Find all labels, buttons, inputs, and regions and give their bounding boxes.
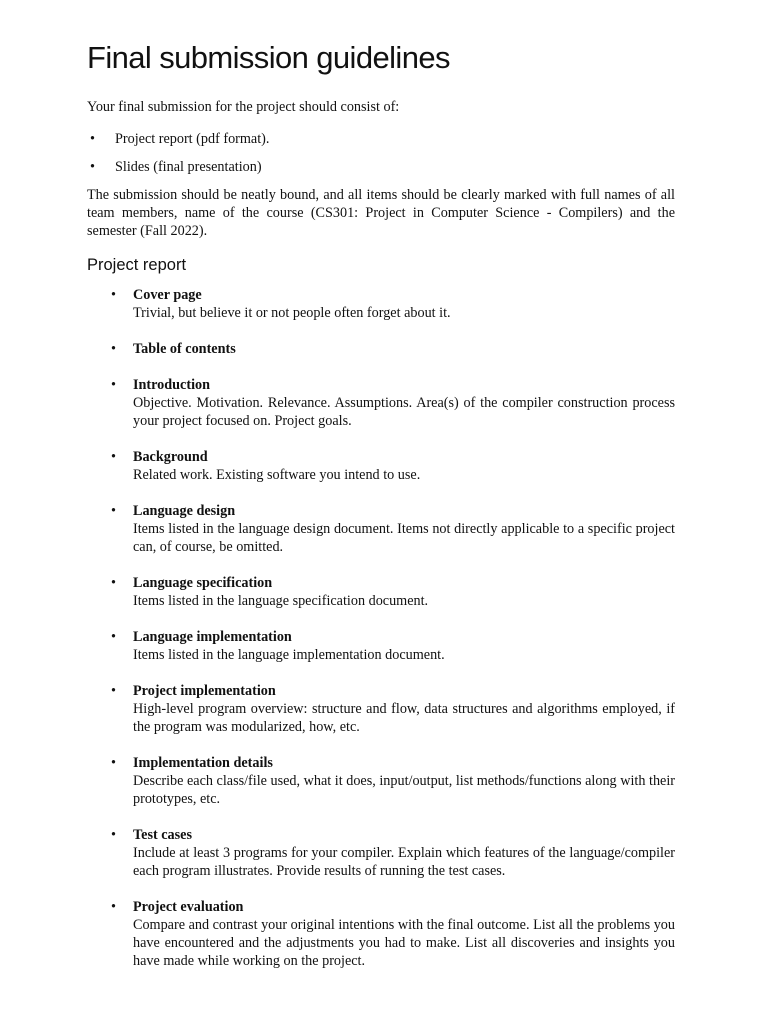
item-title: Language implementation — [133, 629, 292, 645]
list-item — [87, 628, 675, 664]
bullet-icon: • — [111, 503, 116, 519]
item-title: Cover page — [133, 287, 202, 303]
item-title: Test cases — [133, 827, 192, 843]
list-item — [87, 130, 675, 148]
item-title: Language design — [133, 503, 236, 519]
item-description: Compare and contrast your original intentions with the final outcome. List all the problems you have encountered and the adjustments you had to make. List all discoveries and insights you have made while working on the project. — [133, 917, 675, 969]
document-page — [87, 36, 675, 988]
list-item — [87, 340, 675, 358]
item-description: High-level program overview: structure and flow, data structures and algorithms employed, if the program was modularized, how, etc. — [133, 701, 675, 735]
section-heading: Project report — [87, 256, 187, 274]
binding-note: The submission should be neatly bound, and all items should be clearly marked with full names of all team members, name of the course (CS301: Project in Computer Science - Compilers) and the semester (Fall 2022). — [87, 187, 675, 239]
item-title: Introduction — [133, 377, 210, 393]
bullet-icon: • — [111, 341, 116, 357]
item-description: Objective. Motivation. Relevance. Assumptions. Area(s) of the compiler construction process your project focused on. Project goals. — [133, 395, 675, 429]
bullet-icon: • — [111, 575, 116, 591]
list-item — [87, 376, 675, 430]
bullet-icon: • — [111, 377, 116, 393]
bullet-icon: • — [111, 827, 116, 843]
list-item — [87, 574, 675, 610]
bullet-icon: • — [111, 287, 116, 303]
item-title: Project evaluation — [133, 899, 244, 915]
submission-list — [87, 130, 675, 176]
bullet-icon: • — [111, 755, 116, 771]
list-item — [87, 682, 675, 736]
list-item — [87, 448, 675, 484]
submission-item-label: Project report (pdf format). — [115, 131, 270, 147]
item-title: Table of contents — [133, 341, 236, 357]
list-item — [87, 898, 675, 970]
list-item — [87, 754, 675, 808]
submission-item-label: Slides (final presentation) — [115, 159, 262, 175]
page-title: Final submission guidelines — [87, 40, 450, 75]
bullet-icon: • — [111, 629, 116, 645]
item-title: Language specification — [133, 575, 273, 591]
item-title: Project implementation — [133, 683, 276, 699]
report-items-list — [87, 286, 675, 970]
item-description: Items listed in the language implementation document. — [133, 647, 445, 663]
item-description: Describe each class/file used, what it does, input/output, list methods/functions along with their prototypes, etc. — [133, 773, 675, 807]
item-description: Items listed in the language design document. Items not directly applicable to a specific project can, of course, be omitted. — [133, 521, 675, 555]
item-description: Include at least 3 programs for your compiler. Explain which features of the language/compiler each program illustrates. Provide results of running the test cases. — [133, 845, 675, 879]
list-item — [87, 286, 675, 322]
bullet-icon: • — [111, 899, 116, 915]
item-description: Items listed in the language specification document. — [133, 593, 429, 609]
bullet-icon: • — [111, 449, 116, 465]
bullet-icon: • — [90, 131, 95, 147]
list-item — [87, 158, 675, 176]
item-description: Related work. Existing software you intend to use. — [133, 467, 421, 483]
list-item — [87, 502, 675, 556]
item-title: Background — [133, 449, 208, 465]
bullet-icon: • — [90, 159, 95, 175]
item-title: Implementation details — [133, 755, 273, 771]
intro-text: Your final submission for the project should consist of: — [87, 99, 400, 115]
bullet-icon: • — [111, 683, 116, 699]
item-description: Trivial, but believe it or not people often forget about it. — [133, 305, 451, 321]
list-item — [87, 826, 675, 880]
